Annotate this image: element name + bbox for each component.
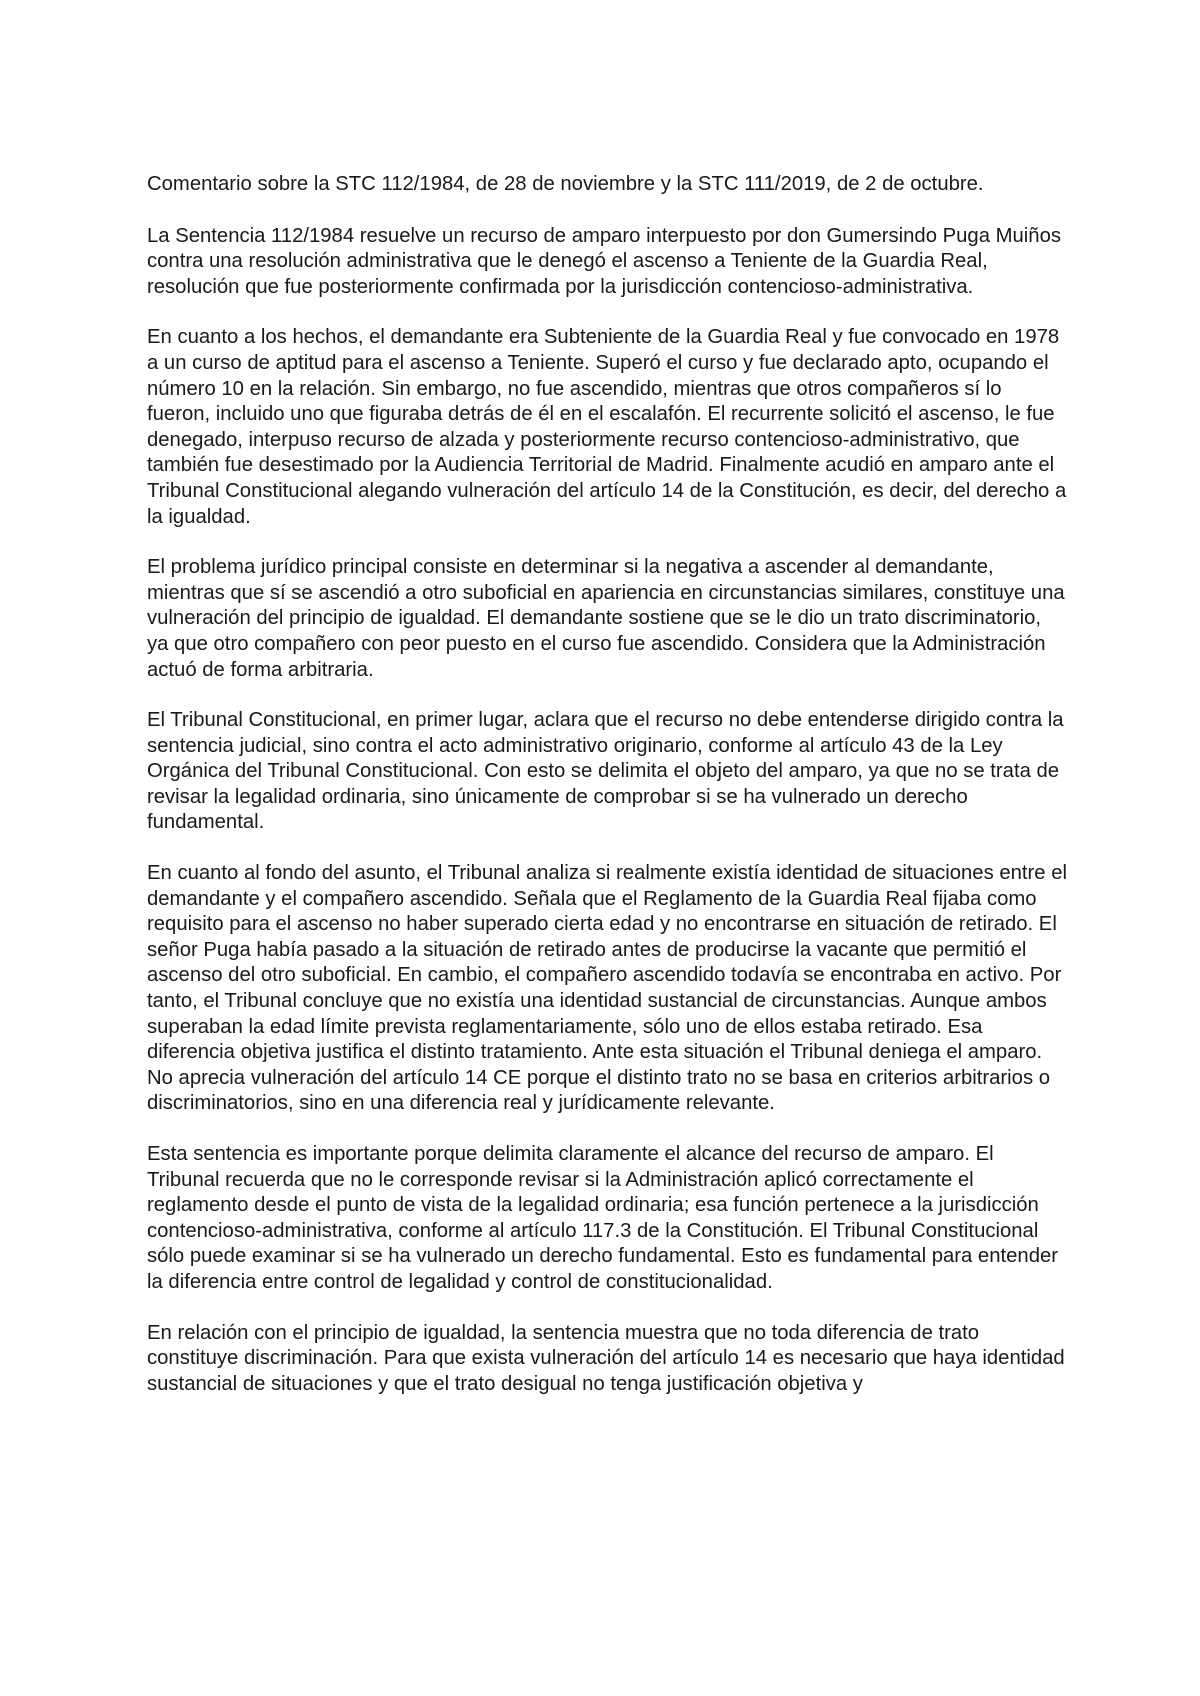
- paragraph-4: El Tribunal Constitucional, en primer lugar, aclara que el recurso no debe entenderse dirigido contra la sentencia judicial, sino contra el acto administrativo originario, conforme al artículo 43 de la Ley Orgánica del Tribunal Constitucional. Con esto se delimita el objeto del amparo, ya que no se trata de revisar la legalidad ordinaria, sino únicamente de comprobar si se ha vulnerado un derecho fundamental.: [147, 709, 1064, 834]
- document-body: [147, 172, 1067, 1422]
- paragraph-3: El problema jurídico principal consiste en determinar si la negativa a ascender al demandante, mientras que sí se ascendió a otro suboficial en apariencia en circunstancias similares, constituye una vulneración del principio de igualdad. El demandante sostiene que se le dio un trato discriminatorio, ya que otro compañero con peor puesto en el curso fue ascendido. Considera que la Administración actuó de forma arbitraria.: [147, 556, 1065, 681]
- paragraph-5: En cuanto al fondo del asunto, el Tribunal analiza si realmente existía identidad de situaciones entre el demandante y el compañero ascendido. Señala que el Reglamento de la Guardia Real fijaba como requisito para el ascenso no haber superado cierta edad y no encontrarse en situación de retirado. El señor Puga había pasado a la situación de retirado antes de producirse la vacante que permitió el ascenso del otro suboficial. En cambio, el compañero ascendido todavía se encontraba en activo. Por tanto, el Tribunal concluye que no existía una identidad sustancial de circunstancias. Aunque ambos superaban la edad límite prevista reglamentariamente, sólo uno de ellos estaba retirado. Esa diferencia objetiva justifica el distinto tratamiento. Ante esta situación el Tribunal deniega el amparo. No aprecia vulneración del artículo 14 CE porque el distinto trato no se basa en criterios arbitrarios o discriminatorios, sino en una diferencia real y jurídicamente relevante.: [147, 862, 1068, 1115]
- document-title: Comentario sobre la STC 112/1984, de 28 de noviembre y la STC 111/2019, de 2 de octubre.: [147, 173, 984, 195]
- paragraph-1: La Sentencia 112/1984 resuelve un recurso de amparo interpuesto por don Gumersindo Puga Muiños contra una resolución administrativa que le denegó el ascenso a Teniente de la Guardia Real, resolución que fue posteriormente confirmada por la jurisdicción contencioso-administrativa.: [147, 224, 1061, 298]
- paragraph-2: En cuanto a los hechos, el demandante era Subteniente de la Guardia Real y fue convocado en 1978 a un curso de aptitud para el ascenso a Teniente. Superó el curso y fue declarado apto, ocupando el número 10 en la relación. Sin embargo, no fue ascendido, mientras que otros compañeros sí lo fueron, incluido uno que figuraba detrás de él en el escalafón. El recurrente solicitó el ascenso, le fue denegado, interpuso recurso de alzada y posteriormente recurso contencioso-administrativo, que también fue desestimado por la Audiencia Territorial de Madrid. Finalmente acudió en amparo ante el Tribunal Constitucional alegando vulneración del artículo 14 de la Constitución, es decir, del derecho a la igualdad.: [147, 326, 1067, 528]
- paragraph-7: En relación con el principio de igualdad, la sentencia muestra que no toda diferencia de trato constituye discriminación. Para que exista vulneración del artículo 14 es necesario que haya identidad sustancial de situaciones y que el trato desigual no tenga justificación objetiva y: [147, 1321, 1065, 1395]
- paragraph-6: Esta sentencia es importante porque delimita claramente el alcance del recurso de amparo. El Tribunal recuerda que no le corresponde revisar si la Administración aplicó correctamente el reglamento desde el punto de vista de la legalidad ordinaria; esa función pertenece a la jurisdicción contencioso-administrativa, conforme al artículo 117.3 de la Constitución. El Tribunal Constitucional sólo puede examinar si se ha vulnerado un derecho fundamental. Esto es fundamental para entender la diferencia entre control de legalidad y control de constitucionalidad.: [147, 1143, 1059, 1293]
